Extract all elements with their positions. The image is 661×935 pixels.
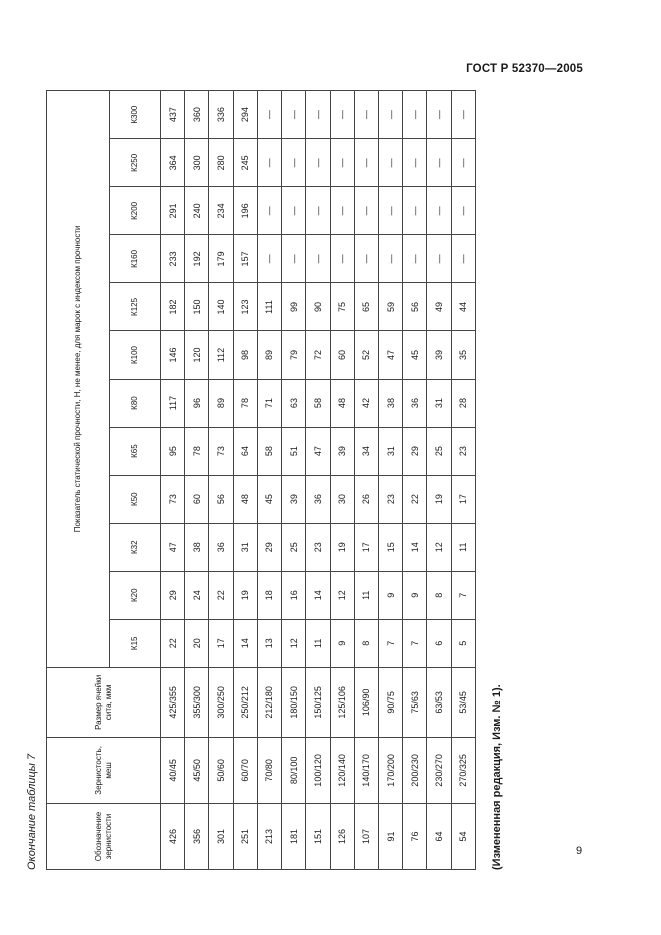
- page-number: 9: [576, 845, 583, 857]
- cell-strength: 56: [403, 283, 427, 331]
- cell-strength: —: [378, 139, 402, 187]
- cell-strength: 98: [233, 331, 257, 379]
- cell-sieve: 250/212: [233, 667, 257, 737]
- cell-strength: 58: [306, 379, 330, 427]
- cell-sieve: 90/75: [378, 667, 402, 737]
- cell-strength: 11: [451, 523, 475, 571]
- cell-strength: 96: [185, 379, 209, 427]
- cell-strength: 56: [209, 475, 233, 523]
- cell-strength: —: [330, 139, 354, 187]
- cell-strength: 9: [403, 571, 427, 619]
- cell-strength: 13: [257, 619, 281, 667]
- cell-designation: 126: [330, 803, 354, 869]
- cell-strength: 234: [209, 187, 233, 235]
- cell-designation: 54: [451, 803, 475, 869]
- cell-strength: —: [451, 91, 475, 139]
- table-row: [330, 91, 354, 870]
- table-row: [282, 91, 306, 870]
- cell-strength: —: [282, 91, 306, 139]
- cell-designation: 251: [233, 803, 257, 869]
- cell-strength: 240: [185, 187, 209, 235]
- cell-strength: 9: [378, 571, 402, 619]
- cell-strength: 9: [330, 619, 354, 667]
- cell-mesh: 50/60: [209, 737, 233, 803]
- cell-designation: 356: [185, 803, 209, 869]
- cell-sieve: 355/300: [185, 667, 209, 737]
- cell-strength: 29: [257, 523, 281, 571]
- cell-designation: 76: [403, 803, 427, 869]
- cell-strength: 6: [427, 619, 451, 667]
- cell-strength: —: [257, 91, 281, 139]
- cell-strength: 39: [330, 427, 354, 475]
- cell-strength: 45: [403, 331, 427, 379]
- cell-strength: 34: [354, 427, 378, 475]
- cell-strength: 18: [257, 571, 281, 619]
- cell-strength: 47: [161, 523, 185, 571]
- amendment-note: (Измененная редакция, Изм. № 1).: [491, 684, 503, 870]
- cell-strength: 140: [209, 283, 233, 331]
- header-grade: К125: [110, 283, 161, 331]
- cell-strength: 17: [354, 523, 378, 571]
- cell-strength: 196: [233, 187, 257, 235]
- cell-sieve: 106/90: [354, 667, 378, 737]
- cell-strength: —: [451, 187, 475, 235]
- cell-strength: —: [378, 235, 402, 283]
- cell-strength: 294: [233, 91, 257, 139]
- cell-strength: —: [257, 187, 281, 235]
- header-grade: К80: [110, 379, 161, 427]
- cell-designation: 91: [378, 803, 402, 869]
- cell-strength: 78: [233, 379, 257, 427]
- cell-strength: 245: [233, 139, 257, 187]
- cell-designation: 213: [257, 803, 281, 869]
- cell-strength: 364: [161, 139, 185, 187]
- cell-strength: 36: [403, 379, 427, 427]
- cell-strength: 19: [330, 523, 354, 571]
- cell-strength: —: [451, 235, 475, 283]
- cell-strength: 22: [161, 619, 185, 667]
- cell-mesh: 100/120: [306, 737, 330, 803]
- cell-strength: —: [427, 139, 451, 187]
- cell-strength: 146: [161, 331, 185, 379]
- table-row: [451, 91, 475, 870]
- cell-sieve: 180/150: [282, 667, 306, 737]
- table-row: [378, 91, 402, 870]
- cell-strength: 38: [378, 379, 402, 427]
- cell-strength: 31: [233, 523, 257, 571]
- header-grade: К20: [110, 571, 161, 619]
- cell-mesh: 70/80: [257, 737, 281, 803]
- cell-sieve: 63/53: [427, 667, 451, 737]
- cell-strength: 12: [282, 619, 306, 667]
- cell-strength: 71: [257, 379, 281, 427]
- cell-strength: 14: [233, 619, 257, 667]
- cell-strength: —: [354, 187, 378, 235]
- cell-strength: 7: [451, 571, 475, 619]
- cell-strength: 11: [306, 619, 330, 667]
- cell-strength: 75: [330, 283, 354, 331]
- cell-strength: 8: [354, 619, 378, 667]
- cell-strength: 7: [403, 619, 427, 667]
- table-row: [161, 91, 185, 870]
- cell-strength: 26: [354, 475, 378, 523]
- cell-strength: 48: [330, 379, 354, 427]
- cell-strength: 51: [282, 427, 306, 475]
- cell-strength: 60: [330, 331, 354, 379]
- cell-sieve: 212/180: [257, 667, 281, 737]
- cell-designation: 426: [161, 803, 185, 869]
- cell-strength: —: [403, 91, 427, 139]
- cell-strength: —: [282, 187, 306, 235]
- cell-strength: —: [354, 235, 378, 283]
- cell-strength: —: [306, 187, 330, 235]
- cell-strength: 179: [209, 235, 233, 283]
- cell-strength: 31: [378, 427, 402, 475]
- cell-strength: 24: [185, 571, 209, 619]
- cell-mesh: 60/70: [233, 737, 257, 803]
- cell-strength: 52: [354, 331, 378, 379]
- cell-mesh: 270/325: [451, 737, 475, 803]
- cell-strength: —: [451, 139, 475, 187]
- cell-strength: 58: [257, 427, 281, 475]
- cell-strength: 19: [427, 475, 451, 523]
- table-row: [427, 91, 451, 870]
- cell-strength: 73: [209, 427, 233, 475]
- cell-mesh: 45/50: [185, 737, 209, 803]
- cell-strength: 39: [282, 475, 306, 523]
- cell-strength: 15: [378, 523, 402, 571]
- cell-strength: —: [378, 91, 402, 139]
- cell-mesh: 120/140: [330, 737, 354, 803]
- cell-mesh: 170/200: [378, 737, 402, 803]
- cell-designation: 151: [306, 803, 330, 869]
- cell-strength: 291: [161, 187, 185, 235]
- cell-strength: 30: [330, 475, 354, 523]
- cell-strength: 300: [185, 139, 209, 187]
- cell-strength: 49: [427, 283, 451, 331]
- cell-strength: —: [427, 187, 451, 235]
- cell-strength: —: [354, 91, 378, 139]
- cell-strength: 17: [209, 619, 233, 667]
- cell-strength: 120: [185, 331, 209, 379]
- cell-strength: 182: [161, 283, 185, 331]
- table-row: [209, 91, 233, 870]
- cell-strength: —: [257, 139, 281, 187]
- table-caption: Окончание таблицы 7: [26, 753, 38, 870]
- cell-strength: 63: [282, 379, 306, 427]
- cell-strength: 5: [451, 619, 475, 667]
- cell-mesh: 230/270: [427, 737, 451, 803]
- cell-designation: 301: [209, 803, 233, 869]
- cell-strength: —: [306, 91, 330, 139]
- cell-strength: 45: [257, 475, 281, 523]
- cell-strength: 336: [209, 91, 233, 139]
- header-grade: К250: [110, 139, 161, 187]
- header-grade: К160: [110, 235, 161, 283]
- cell-strength: 99: [282, 283, 306, 331]
- cell-strength: 73: [161, 475, 185, 523]
- header-grade: К50: [110, 475, 161, 523]
- document-standard-header: ГОСТ Р 52370—2005: [466, 63, 583, 75]
- cell-strength: 89: [209, 379, 233, 427]
- header-strength-group: Показатель статической прочности, Н, не менее, для марок с индексом прочности: [47, 91, 110, 668]
- cell-strength: 23: [378, 475, 402, 523]
- cell-strength: 25: [427, 427, 451, 475]
- cell-strength: —: [403, 139, 427, 187]
- cell-strength: —: [427, 91, 451, 139]
- header-grade: К200: [110, 187, 161, 235]
- cell-sieve: 150/125: [306, 667, 330, 737]
- cell-strength: 19: [233, 571, 257, 619]
- cell-strength: —: [330, 235, 354, 283]
- cell-sieve: 75/63: [403, 667, 427, 737]
- cell-mesh: 40/45: [161, 737, 185, 803]
- header-grade: К15: [110, 619, 161, 667]
- cell-strength: 22: [209, 571, 233, 619]
- cell-mesh: 140/170: [354, 737, 378, 803]
- header-sieve: Размер ячейки сита, мкм: [47, 667, 161, 737]
- cell-strength: 192: [185, 235, 209, 283]
- cell-sieve: 125/106: [330, 667, 354, 737]
- cell-strength: 47: [306, 427, 330, 475]
- cell-strength: 20: [185, 619, 209, 667]
- cell-strength: 117: [161, 379, 185, 427]
- cell-designation: 64: [427, 803, 451, 869]
- cell-strength: 90: [306, 283, 330, 331]
- cell-strength: 59: [378, 283, 402, 331]
- cell-strength: 22: [403, 475, 427, 523]
- cell-strength: 47: [378, 331, 402, 379]
- cell-strength: 48: [233, 475, 257, 523]
- table-row: [233, 91, 257, 870]
- header-grade: К100: [110, 331, 161, 379]
- cell-sieve: 425/355: [161, 667, 185, 737]
- cell-strength: 72: [306, 331, 330, 379]
- cell-strength: —: [403, 187, 427, 235]
- cell-strength: —: [330, 187, 354, 235]
- cell-strength: —: [257, 235, 281, 283]
- cell-strength: 14: [403, 523, 427, 571]
- cell-strength: 123: [233, 283, 257, 331]
- cell-sieve: 53/45: [451, 667, 475, 737]
- cell-strength: 39: [427, 331, 451, 379]
- cell-strength: 79: [282, 331, 306, 379]
- cell-mesh: 80/100: [282, 737, 306, 803]
- cell-strength: —: [306, 139, 330, 187]
- cell-strength: 437: [161, 91, 185, 139]
- cell-strength: 233: [161, 235, 185, 283]
- cell-strength: 28: [451, 379, 475, 427]
- cell-designation: 107: [354, 803, 378, 869]
- header-grade: К300: [110, 91, 161, 139]
- cell-strength: 16: [282, 571, 306, 619]
- cell-designation: 181: [282, 803, 306, 869]
- cell-strength: 25: [282, 523, 306, 571]
- cell-strength: 95: [161, 427, 185, 475]
- cell-strength: 112: [209, 331, 233, 379]
- cell-strength: 42: [354, 379, 378, 427]
- cell-strength: 29: [403, 427, 427, 475]
- cell-strength: 23: [451, 427, 475, 475]
- cell-strength: 360: [185, 91, 209, 139]
- cell-strength: 7: [378, 619, 402, 667]
- cell-strength: 36: [306, 475, 330, 523]
- cell-strength: 23: [306, 523, 330, 571]
- cell-strength: —: [306, 235, 330, 283]
- cell-strength: 36: [209, 523, 233, 571]
- cell-strength: 31: [427, 379, 451, 427]
- cell-strength: 78: [185, 427, 209, 475]
- cell-strength: 65: [354, 283, 378, 331]
- cell-strength: —: [403, 235, 427, 283]
- cell-mesh: 200/230: [403, 737, 427, 803]
- cell-strength: 157: [233, 235, 257, 283]
- cell-strength: 150: [185, 283, 209, 331]
- cell-strength: —: [354, 139, 378, 187]
- cell-strength: —: [282, 235, 306, 283]
- table-row: [306, 91, 330, 870]
- cell-sieve: 300/250: [209, 667, 233, 737]
- table-row: [354, 91, 378, 870]
- cell-strength: 38: [185, 523, 209, 571]
- rotated-table-frame: [26, 90, 503, 870]
- cell-strength: 12: [427, 523, 451, 571]
- cell-strength: 11: [354, 571, 378, 619]
- cell-strength: 29: [161, 571, 185, 619]
- cell-strength: —: [330, 91, 354, 139]
- cell-strength: 12: [330, 571, 354, 619]
- cell-strength: 89: [257, 331, 281, 379]
- table-row: [403, 91, 427, 870]
- cell-strength: 8: [427, 571, 451, 619]
- cell-strength: 44: [451, 283, 475, 331]
- cell-strength: —: [378, 187, 402, 235]
- cell-strength: 14: [306, 571, 330, 619]
- cell-strength: 60: [185, 475, 209, 523]
- table-row: [185, 91, 209, 870]
- cell-strength: 35: [451, 331, 475, 379]
- cell-strength: 64: [233, 427, 257, 475]
- header-grade: К32: [110, 523, 161, 571]
- cell-strength: 111: [257, 283, 281, 331]
- header-designation: Обозначение зернистости: [47, 803, 161, 869]
- cell-strength: —: [282, 139, 306, 187]
- table-row: [257, 91, 281, 870]
- strength-table: [46, 90, 476, 870]
- cell-strength: 17: [451, 475, 475, 523]
- header-mesh: Зернистость, меш: [47, 737, 161, 803]
- header-grade: К65: [110, 427, 161, 475]
- cell-strength: 280: [209, 139, 233, 187]
- cell-strength: —: [427, 235, 451, 283]
